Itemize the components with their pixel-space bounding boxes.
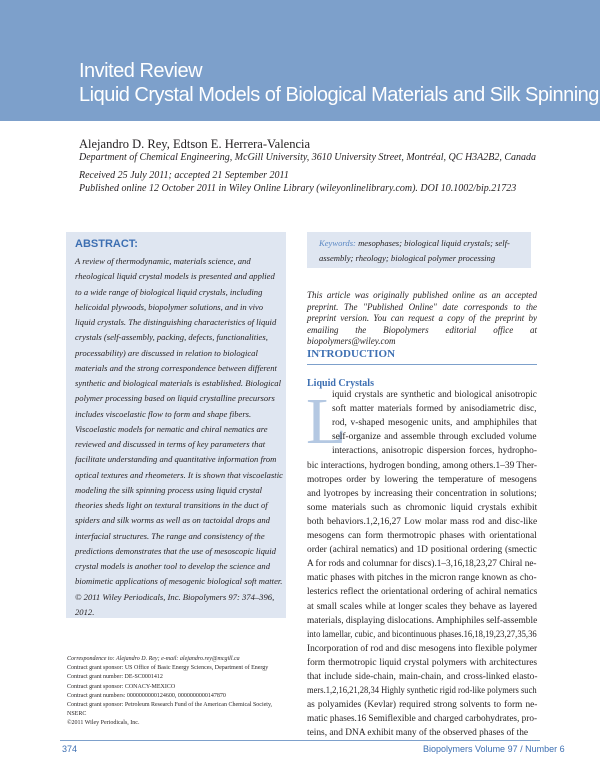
footnote: Contract grant sponsor: CONACY-MEXICO	[67, 683, 176, 690]
page-number: 374	[62, 744, 78, 754]
footnotes	[67, 655, 289, 729]
footer-rule	[60, 740, 540, 741]
published-date: Published online 12 October 2011 in Wiley Online Library (wileyonlinelibrary.com). DOI 10.1002/bip.21723	[79, 183, 517, 194]
journal-volume: Volume 97 / Number 6	[475, 744, 565, 754]
body-line: interactions, anisotropic dispersion forces, hydropho-	[332, 446, 537, 457]
footnote: Contract grant number: DE-SC0001412	[67, 674, 163, 681]
keywords	[319, 236, 527, 265]
section-rule	[307, 364, 537, 365]
body-line: that include side-chain, main-chain, and cross-linked elasto-	[307, 672, 538, 682]
body-line: rod, v-shaped mesogenic units, and amphiphiles that	[332, 418, 537, 429]
section-label: Invited Review	[79, 60, 203, 82]
abstract-heading: ABSTRACT:	[75, 238, 138, 250]
authors: Alejandro D. Rey, Edtson E. Herrera-Valencia	[79, 137, 311, 151]
body-line: into lamellar, cubic, and bicontinuous phases.16,18,19,23,27,35,36	[307, 629, 537, 640]
liquid-crystals-subheading: Liquid Crystals	[307, 378, 374, 389]
body-line: form thermotropic liquid crystal polymers with architectures	[307, 657, 538, 668]
preprint-note: This article was originally published online as an accepted preprint. The "Published Online" date corresponds to the preprint version. You can request a copy of the preprint by emailing the Biopolymers editorial office at biopolymers@wiley.com	[307, 290, 537, 347]
body-line: motropes order by lowering the temperature of mesogens	[307, 474, 537, 485]
journal-name: Biopolymers	[423, 744, 473, 754]
footnote: Contract grant sponsor: US Office of Basic Energy Sciences, Department of Energy	[67, 665, 269, 672]
body-line: A for rods and columnar for discs).1–3,16,18,23,27 Chiral ne-	[307, 559, 537, 570]
drop-cap: L	[306, 385, 347, 458]
body-line: lesterics reflect the orientational ordering of achiral nematics	[307, 587, 538, 598]
keywords-label: Keywords:	[319, 238, 356, 248]
footnote: Correspondence to: Alejandro D. Rey; e-mail: alejandro.rey@mcgill.ca	[67, 656, 240, 662]
footnote: Contract grant sponsor: Petroleum Research Fund of the American Chemical Society, NSERC	[67, 702, 273, 718]
body-line: matic phases.16 Semiflexible and charged carbohydrates, pro-	[307, 714, 538, 725]
footnote: Contract grant numbers: 0000000000124600, 0000000000147870	[67, 692, 226, 699]
body-line: order (achiral nematics) and 1D positional ordering (smectic	[307, 545, 537, 556]
body-line: and lyotropes by increasing their concentration in solutions;	[307, 488, 537, 499]
body-line: matic phases with pitches in the micron range known as cho-	[307, 573, 537, 584]
affiliation: Department of Chemical Engineering, McGill University, 3610 University Street, Montréal, QC H3A2B2, Canada	[79, 152, 537, 163]
received-date: Received 25 July 2011; accepted 21 September 2011	[79, 170, 289, 181]
footnote: ©2011 Wiley Periodicals, Inc.	[67, 720, 140, 727]
body-line: iquid crystals are synthetic and biological anisotropic	[332, 390, 537, 400]
body-line: self-organize and assemble through excluded volume	[332, 432, 537, 443]
keywords-text: mesophases; biological liquid crystals; self-assembly; rheology; biological polymer processing	[319, 238, 510, 263]
article-title: Liquid Crystal Models of Biological Materials and Silk Spinning	[79, 84, 599, 106]
body-line: bic interactions, hydrogen bonding, among others.1–39 Ther-	[307, 460, 538, 471]
abstract-text: A review of thermodynamic, materials science, and rheological liquid crystal models is presented and applied to a wide range of biological liquid crystals, including helicoidal plywoods, biopolymer solutions, and in vivo liquid crystals. The distinguishing characteristics of liquid crystals (self-assembly, packing, defects, functionalities, processability) are discussed in relation to biological materials and the strong correspondence between different synthetic and biological materials is established. Biological polymer processing based on liquid crystalline precursors includes viscoelastic flow to form and shape fibers. Viscoelastic models for nematic and chiral nematics are reviewed and discussed in terms of key parameters that facilitate understanding and quantitative information from optical textures and rheometers. It is shown that viscoelastic modeling the silk spinning process using liquid crystal theories sheds light on textural transitions in the duct of spiders and silk worms as well as on tactoidal drops and interfacial structures. The range and consistency of the predictions demonstrates that the use of mesoscopic liquid crystal models is another tool to develop the science and biomimetic applications of mesogenic biological soft matter. © 2011 Wiley Periodicals, Inc. Biopolymers 97: 374–396, 2012.	[75, 256, 283, 617]
body-line: mers.1,2,16,21,28,34 Highly synthetic rigid rod-like polymers such	[307, 686, 537, 697]
body-line: at small scales while at longer scales they behave as layered	[307, 601, 537, 612]
body-line: teins, and DNA exhibit many of the observed phases of the	[307, 728, 529, 739]
introduction-heading: INTRODUCTION	[307, 348, 396, 360]
body-line: soft matter materials formed by anisodiametric disc,	[332, 404, 537, 415]
body-line: both behaviors.1,2,16,27 Low molar mass rod and disc-like	[307, 516, 538, 527]
body-line: Incorporation of rod and disc mesogens into flexible polymer	[307, 643, 538, 654]
body-line: materials, displaying dislocations. Amphiphiles self-assemble	[307, 615, 538, 626]
body-line: as polyamides (Kevlar) required strong solvents to form ne-	[307, 700, 538, 711]
body-line: some materials such as chromonic liquid crystals exhibit	[307, 502, 538, 513]
title-banner	[0, 0, 600, 121]
body-line: mesogens can form thermotropic phases with orientational	[307, 531, 537, 541]
journal-info	[423, 744, 565, 754]
